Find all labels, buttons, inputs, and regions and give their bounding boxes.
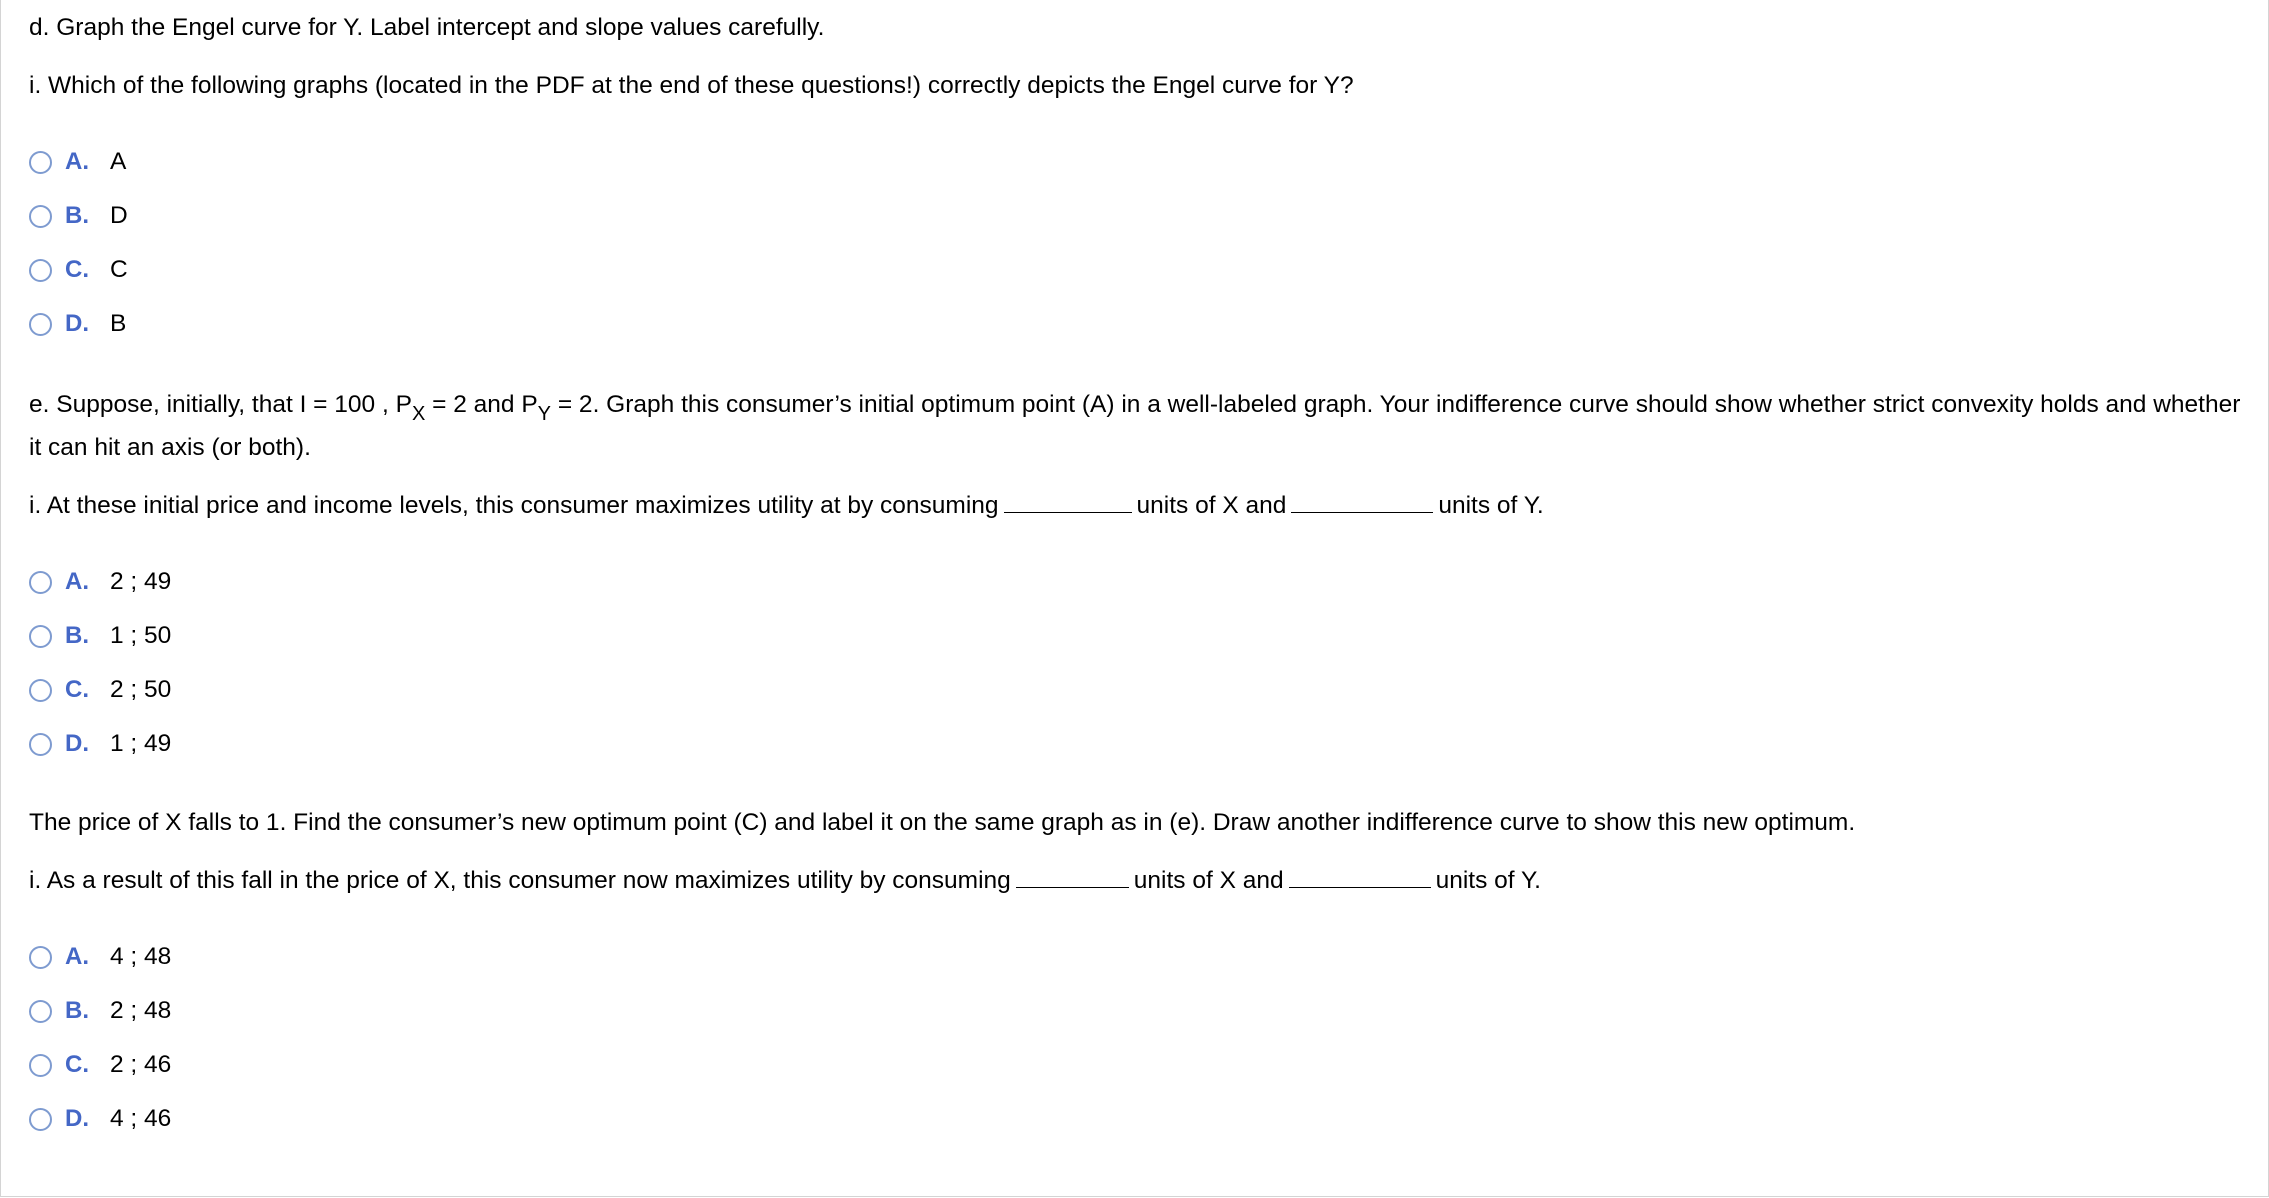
part-e-intro-prefix: e. Suppose, initially, that I = 100 , P bbox=[29, 391, 412, 418]
radio-button[interactable] bbox=[29, 1000, 52, 1023]
option-value: 2 ; 48 bbox=[110, 997, 172, 1024]
option-value: B bbox=[110, 310, 127, 337]
option-value: A bbox=[110, 148, 127, 175]
part-d-option-b[interactable] bbox=[29, 189, 2249, 243]
option-letter: D. bbox=[65, 310, 89, 337]
radio-button[interactable] bbox=[29, 1054, 52, 1077]
part-f-option-d[interactable] bbox=[29, 1092, 2249, 1146]
part-d-option-d[interactable] bbox=[29, 297, 2249, 351]
part-e-question bbox=[29, 484, 2249, 527]
option-value: C bbox=[110, 256, 128, 283]
radio-button[interactable] bbox=[29, 259, 52, 282]
part-e-intro-suffix: = 2. Graph this consumer’s initial optimum point (A) in a well-labeled graph. Your indifference curve should show whether strict convexity holds and whether it can hit an axis (or both). bbox=[29, 391, 2241, 461]
part-d-question: i. Which of the following graphs (located in the PDF at the end of these questions!) correctly depicts the Engel curve for Y? bbox=[29, 72, 1354, 99]
part-e-option-c[interactable] bbox=[29, 663, 2249, 717]
part-d-options bbox=[29, 135, 2249, 351]
radio-button[interactable] bbox=[29, 151, 52, 174]
option-letter: A. bbox=[65, 568, 89, 595]
answer-blank-y bbox=[1289, 863, 1431, 888]
question-suffix: units of Y. bbox=[1438, 492, 1544, 519]
option-value: 2 ; 49 bbox=[110, 568, 172, 595]
part-f-question bbox=[29, 859, 2249, 902]
option-value: 1 ; 50 bbox=[110, 622, 172, 649]
part-f-option-b[interactable] bbox=[29, 984, 2249, 1038]
question-content bbox=[29, 0, 2249, 1146]
radio-button[interactable] bbox=[29, 733, 52, 756]
option-value: 4 ; 48 bbox=[110, 943, 172, 970]
radio-button[interactable] bbox=[29, 625, 52, 648]
question-prefix: i. At these initial price and income levels, this consumer maximizes utility at by consuming bbox=[29, 492, 999, 519]
option-letter: C. bbox=[65, 676, 89, 703]
question-mid: units of X and bbox=[1133, 867, 1284, 894]
option-letter: D. bbox=[65, 1105, 89, 1132]
question-suffix: units of Y. bbox=[1435, 867, 1541, 894]
part-d-option-c[interactable] bbox=[29, 243, 2249, 297]
option-letter: B. bbox=[65, 622, 89, 649]
part-d-option-a[interactable] bbox=[29, 135, 2249, 189]
option-value: D bbox=[110, 202, 128, 229]
part-e-options bbox=[29, 555, 2249, 771]
answer-blank-y bbox=[1291, 488, 1433, 513]
radio-button[interactable] bbox=[29, 946, 52, 969]
part-e-option-a[interactable] bbox=[29, 555, 2249, 609]
part-f-intro: The price of X falls to 1. Find the consumer’s new optimum point (C) and label it on the same graph as in (e). Draw another indifference curve to show this new optimum. bbox=[29, 809, 1856, 836]
option-letter: A. bbox=[65, 148, 89, 175]
option-value: 2 ; 46 bbox=[110, 1051, 172, 1078]
part-e-intro bbox=[29, 383, 2249, 469]
py-subscript: Y bbox=[537, 403, 552, 425]
option-letter: C. bbox=[65, 1051, 89, 1078]
part-e-option-d[interactable] bbox=[29, 717, 2249, 771]
option-letter: A. bbox=[65, 943, 89, 970]
option-letter: B. bbox=[65, 997, 89, 1024]
radio-button[interactable] bbox=[29, 313, 52, 336]
option-letter: B. bbox=[65, 202, 89, 229]
option-value: 2 ; 50 bbox=[110, 676, 172, 703]
answer-blank-x bbox=[1004, 488, 1132, 513]
radio-button[interactable] bbox=[29, 571, 52, 594]
answer-blank-x bbox=[1016, 863, 1129, 888]
part-f-option-a[interactable] bbox=[29, 930, 2249, 984]
part-e-intro-mid: = 2 and P bbox=[425, 391, 538, 418]
part-f-option-c[interactable] bbox=[29, 1038, 2249, 1092]
part-f-options bbox=[29, 930, 2249, 1146]
question-mid: units of X and bbox=[1136, 492, 1287, 519]
option-value: 1 ; 49 bbox=[110, 730, 172, 757]
radio-button[interactable] bbox=[29, 205, 52, 228]
part-d-heading: d. Graph the Engel curve for Y. Label intercept and slope values carefully. bbox=[29, 14, 825, 41]
option-letter: C. bbox=[65, 256, 89, 283]
question-prefix: i. As a result of this fall in the price of X, this consumer now maximizes utility by consuming bbox=[29, 867, 1011, 894]
option-value: 4 ; 46 bbox=[110, 1105, 172, 1132]
px-subscript: X bbox=[411, 403, 426, 425]
radio-button[interactable] bbox=[29, 1108, 52, 1131]
option-letter: D. bbox=[65, 730, 89, 757]
radio-button[interactable] bbox=[29, 679, 52, 702]
part-e-option-b[interactable] bbox=[29, 609, 2249, 663]
